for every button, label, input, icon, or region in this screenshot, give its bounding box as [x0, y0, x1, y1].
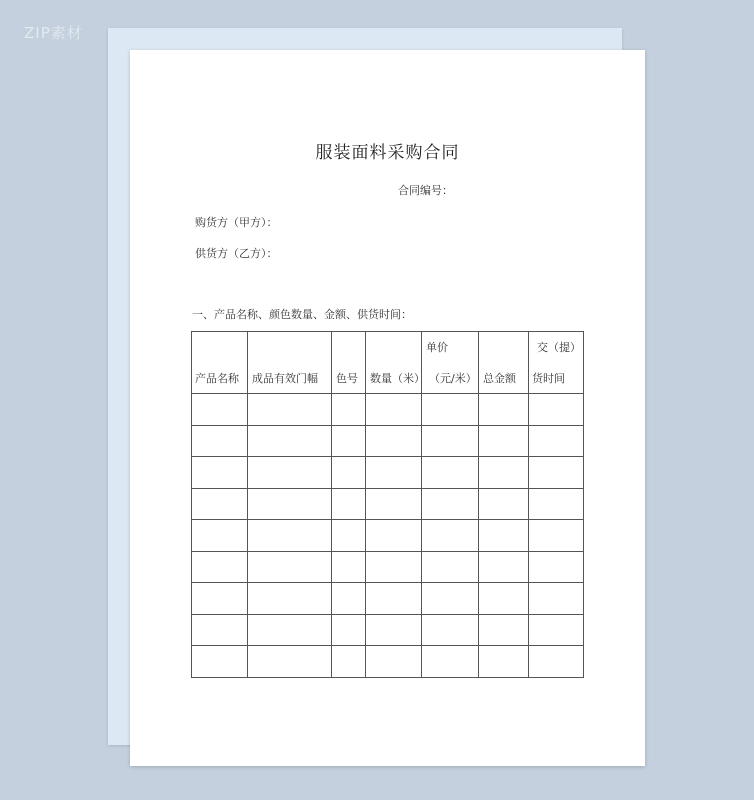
table-row: [192, 520, 584, 552]
table-cell[interactable]: [366, 646, 422, 678]
table-cell[interactable]: [529, 457, 584, 489]
table-cell[interactable]: [529, 614, 584, 646]
table-cell[interactable]: [422, 583, 479, 615]
table-cell[interactable]: [422, 646, 479, 678]
table-cell[interactable]: [422, 457, 479, 489]
table-cell[interactable]: [332, 614, 366, 646]
buyer-label: 购货方（甲方）：: [195, 216, 278, 229]
table-cell[interactable]: [529, 425, 584, 457]
header-quantity: [366, 332, 425, 394]
section-heading: 一、产品名称、颜色数量、金额、供货时间：: [192, 308, 412, 321]
header-label: 数量（米）: [370, 372, 425, 385]
header-label-line1: 交（提）: [537, 341, 581, 354]
table-cell[interactable]: [192, 457, 248, 489]
table-row: [192, 394, 584, 426]
table-cell[interactable]: [248, 551, 332, 583]
table-cell[interactable]: [422, 425, 479, 457]
document-title: 服装面料采购合同: [315, 143, 460, 163]
table-cell[interactable]: [479, 488, 529, 520]
table-cell[interactable]: [479, 583, 529, 615]
seller-label: 供货方（乙方）：: [195, 247, 278, 260]
watermark-text: ZIP素材: [24, 24, 83, 42]
table-cell[interactable]: [332, 646, 366, 678]
document-page: [130, 50, 645, 766]
table-cell[interactable]: [479, 425, 529, 457]
goods-table: [191, 331, 584, 678]
table-cell[interactable]: [479, 614, 529, 646]
table-cell[interactable]: [422, 614, 479, 646]
header-total-amount: [479, 332, 529, 394]
table-cell[interactable]: [192, 583, 248, 615]
table-cell[interactable]: [366, 583, 422, 615]
header-label: 产品名称: [195, 372, 239, 385]
table-cell[interactable]: [529, 583, 584, 615]
table-cell[interactable]: [192, 646, 248, 678]
table-cell[interactable]: [422, 520, 479, 552]
table-cell[interactable]: [192, 488, 248, 520]
table-cell[interactable]: [529, 551, 584, 583]
header-label-line2: （元/米）: [429, 372, 477, 385]
table-cell[interactable]: [529, 394, 584, 426]
table-cell[interactable]: [332, 488, 366, 520]
table-cell[interactable]: [366, 614, 422, 646]
table-cell[interactable]: [248, 646, 332, 678]
header-effective-width: [248, 332, 332, 394]
table-cell[interactable]: [422, 488, 479, 520]
table-cell[interactable]: [332, 425, 366, 457]
table-cell[interactable]: [332, 551, 366, 583]
table-row: [192, 457, 584, 489]
table-cell[interactable]: [529, 646, 584, 678]
table-cell[interactable]: [332, 394, 366, 426]
table-cell[interactable]: [248, 520, 332, 552]
header-label: 色号: [336, 372, 358, 385]
table-cell[interactable]: [248, 394, 332, 426]
table-cell[interactable]: [479, 457, 529, 489]
table-cell[interactable]: [248, 425, 332, 457]
table-cell[interactable]: [479, 646, 529, 678]
table-cell[interactable]: [192, 551, 248, 583]
header-product-name: [192, 332, 248, 394]
header-delivery-time: [529, 332, 584, 394]
table-cell[interactable]: [366, 425, 422, 457]
table-cell[interactable]: [366, 520, 422, 552]
table-cell[interactable]: [366, 457, 422, 489]
table-cell[interactable]: [366, 551, 422, 583]
table-header-row: [192, 332, 584, 394]
table-row: [192, 614, 584, 646]
table-cell[interactable]: [529, 488, 584, 520]
table-cell[interactable]: [192, 394, 248, 426]
table-cell[interactable]: [366, 394, 422, 426]
table-cell[interactable]: [529, 520, 584, 552]
header-label-line2: 货时间: [532, 372, 565, 385]
table-cell[interactable]: [248, 614, 332, 646]
table-row: [192, 583, 584, 615]
table-cell[interactable]: [366, 488, 422, 520]
table-cell[interactable]: [192, 425, 248, 457]
header-label: 成品有效门幅: [252, 372, 318, 385]
header-label-line1: 单价: [426, 341, 448, 354]
header-label: 总金额: [483, 372, 516, 385]
table-cell[interactable]: [332, 520, 366, 552]
table-row: [192, 488, 584, 520]
table-row: [192, 646, 584, 678]
table-cell[interactable]: [479, 394, 529, 426]
table-cell[interactable]: [479, 520, 529, 552]
table-cell[interactable]: [248, 488, 332, 520]
table-cell[interactable]: [248, 583, 332, 615]
header-unit-price: [422, 332, 479, 394]
table-row: [192, 551, 584, 583]
table-cell[interactable]: [192, 614, 248, 646]
header-color-code: [332, 332, 366, 394]
table-row: [192, 425, 584, 457]
table-cell[interactable]: [332, 583, 366, 615]
table-cell[interactable]: [479, 551, 529, 583]
table-cell[interactable]: [332, 457, 366, 489]
table-cell[interactable]: [192, 520, 248, 552]
table-cell[interactable]: [248, 457, 332, 489]
contract-number-label: 合同编号：: [398, 184, 453, 197]
table-cell[interactable]: [422, 394, 479, 426]
table-cell[interactable]: [422, 551, 479, 583]
